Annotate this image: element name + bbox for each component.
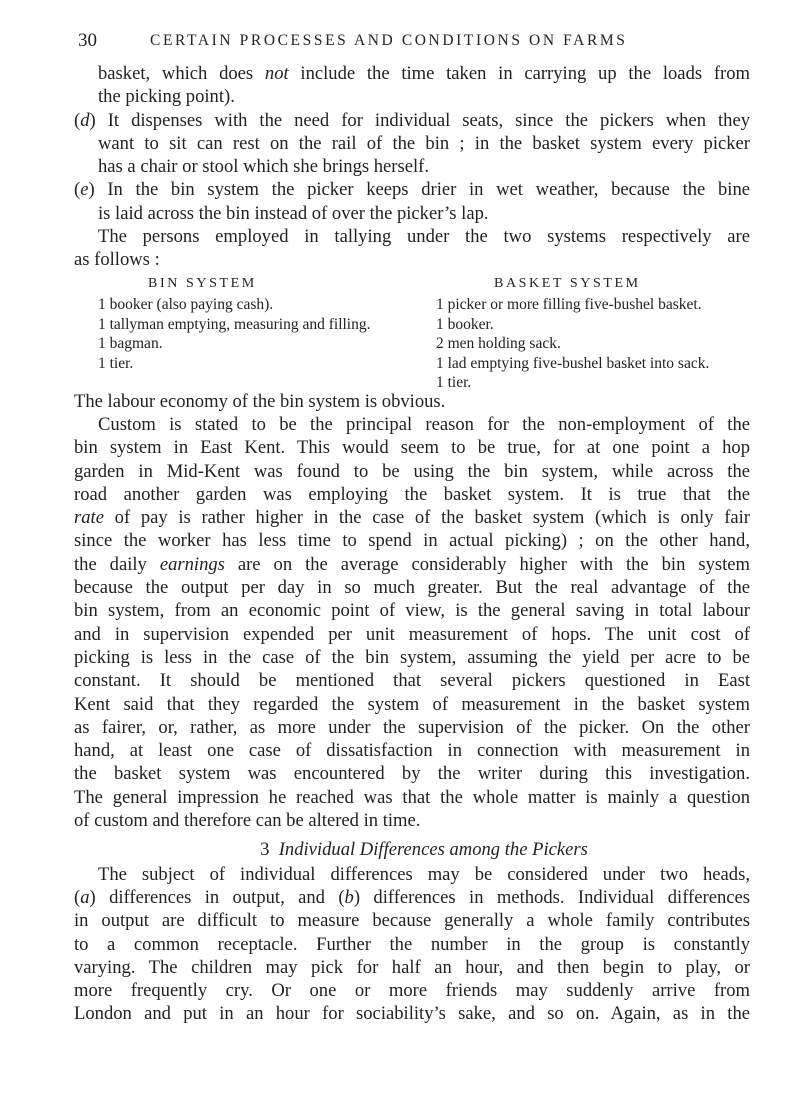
list-item-e: (e) In the bin system the picker keeps drier in wet weather, because the bine is laid across the bin instead of over the picker’s lap. [74,179,750,224]
section-heading [98,838,750,861]
running-title: CERTAIN PROCESSES AND CONDITIONS ON FARMS [150,32,628,49]
body-text [74,62,750,1026]
list-item: 2 men holding sack. [436,335,561,353]
list-item: 1 tier. [98,354,134,372]
paragraph-continuation: basket, which does not include the time taken in carrying up the loads from the picking point). [98,63,750,108]
paragraph-custom: Custom is stated to be the principal reason for the non-employment of the bin system in East Kent. This would seem to be true, for at one point a hop garden in Mid-Kent was found to be using the bin system, while across the road another garden was employing the basket system. It is true that the rate of pay is rather higher in the case of the basket system (which is only fair since the worker has less time to spend in actual picking) ; on the other hand, the daily earnings are on the average considerably higher with the bin system because the output per day in so much greater. But the real advantage of the bin system, from an economic point of view, is the general saving in total labour and in supervision expended per unit measurement of hops. The unit cost of picking is less in the case of the bin system, assuming the yield per acre to be constant. It should be mentioned that several pickers questioned in East Kent said that they regarded the system of measurement in the basket system as fairer, or, rather, as more under the supervision of the picker. On the other hand, at least one case of dissatisfaction in connection with measurement in the basket system was encountered by the writer during this investigation. The general impression he reached was that the whole matter is mainly a question of custom and therefore can be altered in time. [74,413,750,832]
list-item-d: (d) It dispenses with the need for individual seats, since the pickers when they want to sit can rest on the rail of the bin ; in the basket system every picker has a chair or stool which she brings herself. [74,109,750,178]
bin-system-column [98,274,371,374]
systems-comparison [98,272,750,390]
page-number: 30 [78,30,97,51]
basket-system-column [436,274,709,393]
section-number: 3 [260,839,270,861]
paragraph-economy: The labour economy of the bin system is obvious. [74,390,446,412]
list-item: 1 booker. [436,315,494,333]
list-item: 1 bagman. [98,335,163,353]
list-item: 1 picker or more filling five-bushel basket. [436,296,702,314]
list-item: 1 lad emptying five-bushel basket into sack. [436,354,710,372]
basket-system-heading: BASKET SYSTEM [494,275,641,291]
list-item: 1 tier. [436,374,472,392]
section-title: Individual Differences among the Pickers [278,839,588,861]
bin-system-heading: BIN SYSTEM [148,275,257,291]
paragraph-persons: The persons employed in tallying under the two systems respectively are as follows : [74,226,750,271]
paragraph-subject: The subject of individual differences may be considered under two heads, (a) differences in output, and (b) differences in methods. Individual differences in output are difficult to measure because generally a whole family contributes to a common receptacle. Further the number in the group is constantly varying. The children may pick for half an hour, and then begin to play, or more frequently cry. Or one or more friends may suddenly arrive from London and put in an hour for sociability’s sake, and so on. Again, as in the [74,863,750,1025]
page-header [0,30,800,54]
list-item: 1 booker (also paying cash). [98,296,274,314]
list-item: 1 tallyman emptying, measuring and filling. [98,315,371,333]
